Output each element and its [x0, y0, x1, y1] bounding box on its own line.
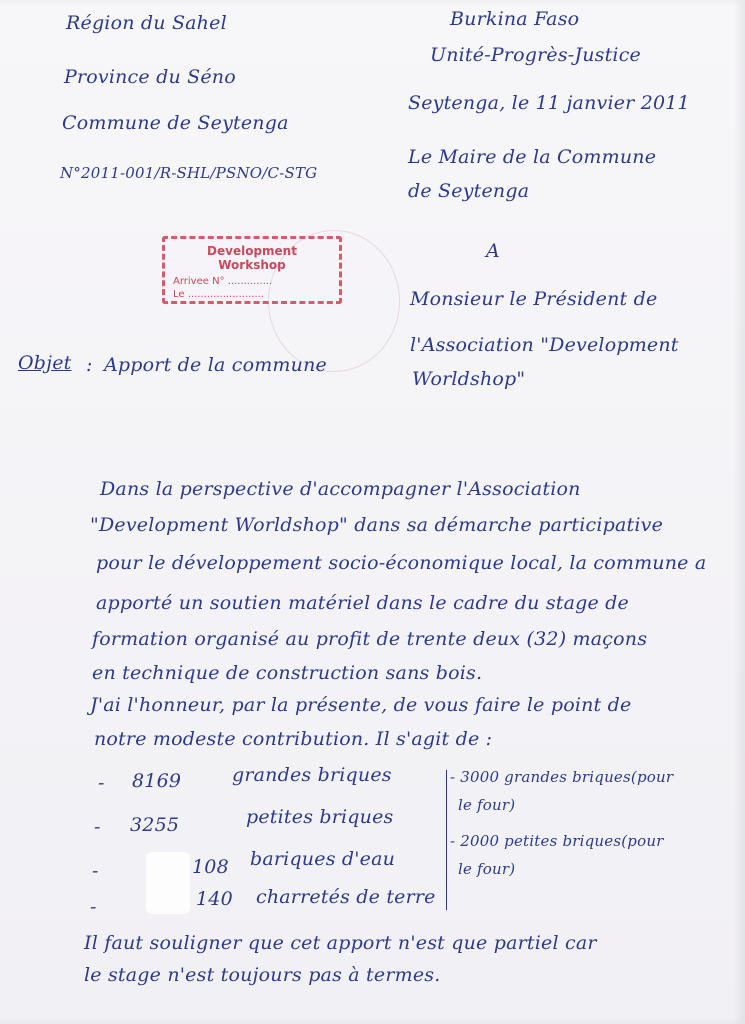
body-line: apporté un soutien matériel dans le cadre du stage de [96, 592, 629, 614]
item-quantity: 8169 [132, 770, 182, 792]
right-note-line: le four) [458, 796, 516, 814]
object-colon: : [86, 354, 93, 376]
right-note-line: - 3000 grandes briques(pour [450, 768, 674, 786]
body-line: Dans la perspective d'accompagner l'Association [100, 478, 581, 500]
body-line: "Development Worldshop" dans sa démarche participative [90, 514, 664, 536]
reference-number: N°2011-001/R-SHL/PSNO/C-STG [60, 164, 318, 182]
item-dash: - [90, 896, 97, 918]
item-description: grandes briques [232, 764, 392, 786]
object-label: Objet [18, 352, 72, 374]
item-quantity: 108 [192, 856, 229, 878]
item-dash: - [98, 772, 105, 794]
item-quantity: 140 [196, 888, 233, 910]
item-dash: - [94, 816, 101, 838]
item-description: bariques d'eau [250, 848, 396, 870]
body-line: en technique de construction sans bois. [92, 662, 483, 684]
stamp-date-line: Le ........................ [173, 289, 265, 300]
column-divider [446, 770, 447, 910]
right-note-line: - 2000 petites briques(pour [450, 832, 664, 850]
date-line: Seytenga, le 11 janvier 2011 [408, 92, 690, 114]
region-line: Région du Sahel [66, 12, 227, 34]
item-dash: - [92, 860, 99, 882]
motto-line: Unité-Progrès-Justice [430, 44, 641, 66]
body-line: formation organisé au profit de trente deux (32) maçons [92, 628, 648, 650]
stamp-title: Development Workshop [207, 244, 297, 272]
correction-smudge [146, 852, 190, 914]
sender-line-1: Le Maire de la Commune [408, 146, 657, 168]
closing-line: Il faut souligner que cet apport n'est que partiel car [84, 932, 597, 954]
object-text: Apport de la commune [104, 354, 327, 376]
item-description: petites briques [246, 806, 394, 828]
body-line: J'ai l'honneur, par la présente, de vous faire le point de [90, 694, 632, 716]
stamp-arrival-line: Arrivee N° .............. [173, 276, 273, 287]
recipient-line-1: Monsieur le Président de [410, 288, 658, 310]
closing-line: le stage n'est toujours pas à termes. [84, 964, 441, 986]
body-line: notre modeste contribution. Il s'agit de : [94, 728, 493, 750]
commune-line: Commune de Seytenga [62, 112, 289, 134]
item-description: charretés de terre [256, 886, 436, 908]
addressee-a: A [486, 240, 500, 262]
sender-line-2: de Seytenga [408, 180, 530, 202]
right-note-line: le four) [458, 860, 516, 878]
body-line: pour le développement socio-économique local, la commune a [96, 552, 707, 574]
country-line: Burkina Faso [450, 8, 580, 30]
recipient-line-2: l'Association "Development [410, 334, 679, 356]
province-line: Province du Séno [64, 66, 236, 88]
item-quantity: 3255 [130, 814, 180, 836]
arrival-stamp [162, 236, 342, 304]
recipient-line-3: Worldshop" [412, 368, 526, 390]
